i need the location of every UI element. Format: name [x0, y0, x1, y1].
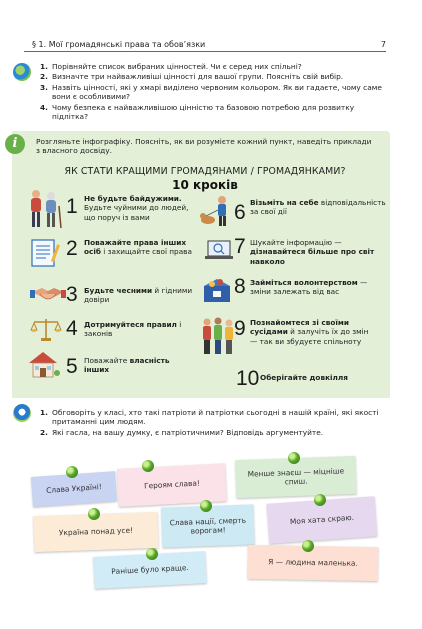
chapter-title: § 1. Мої громадянські права та обов’язки	[32, 40, 206, 49]
pin-icon	[66, 466, 78, 478]
info-icon: i	[5, 134, 25, 154]
step-number: 1	[66, 195, 78, 218]
step-text: Оберігайте довкілля	[260, 373, 348, 382]
list-item: 1. Порівняйте список вибраних цінностей. Чи є серед них спільні?	[40, 62, 302, 71]
infographic-title: ЯК СТАТИ КРАЩИМИ ГРОМАДЯНАМИ / ГРОМАДЯНКАМИ?	[64, 166, 346, 177]
step-number: 5	[66, 355, 78, 378]
step-text: Дотримуйтеся правил і законів	[84, 320, 182, 339]
slogan-card: Моя хата скраю.	[267, 496, 378, 543]
page-header	[24, 40, 386, 52]
step-text: Візьміть на себе відповідальність за свої дії	[250, 198, 386, 217]
scales-icon	[30, 316, 62, 342]
laptop-search-icon	[204, 238, 234, 264]
question-list-2	[40, 408, 390, 438]
step-number: 4	[66, 317, 78, 340]
question-list-1	[40, 62, 390, 123]
step-text: Шукайте інформацію — дізнавайтеся більше про світ навколо	[250, 238, 375, 266]
step-text: Познайомтеся зі своїми сусідами й залучіть їх до змін — так ви збудуєте спільноту	[250, 318, 369, 346]
handshake-icon	[30, 284, 66, 306]
step-number: 8	[234, 275, 246, 298]
slogan-card: Слава нації, смерть ворогам!	[161, 504, 254, 547]
step-number: 9	[234, 317, 246, 340]
dog-owner-icon	[200, 194, 234, 228]
discussion-icon	[13, 63, 31, 81]
house-icon	[26, 349, 60, 379]
step-text: Поважайте права інших осіб і захищайте свої права	[84, 238, 192, 257]
slogan-card: Я — людина маленька.	[248, 545, 379, 581]
elderly-help-icon	[24, 188, 66, 230]
pin-icon	[314, 494, 326, 506]
infographic-intro: Розгляньте інфографіку. Поясніть, як ви розумієте кожний пункт, наведіть приклади з власного досвіду.	[36, 137, 372, 156]
slogan-card: Слава Україні!	[31, 471, 117, 507]
list-item: 1. Обговоріть у класі, хто такі патріоти й патріотки сьогодні в нашій країні, які якості притаманні цим людям.	[40, 408, 379, 427]
slogan-card: Україна понад усе!	[33, 512, 158, 552]
neighbors-group-icon	[200, 316, 236, 356]
step-number: 10	[236, 367, 260, 390]
step-text: Займіться волонтерством — зміни залежать від вас	[250, 278, 368, 297]
step-text: Не будьте байдужими. Будьте чуйними до людей, що поруч із вами	[84, 194, 189, 222]
list-item: 2. Які гасла, на вашу думку, є патріотичними? Відповідь аргументуйте.	[40, 427, 324, 437]
pin-icon	[302, 540, 314, 552]
list-item: 3. Назвіть цінності, які у хмарі виділено червоним кольором. Як ви гадаєте, чому саме вони є особливими?	[40, 82, 382, 102]
step-number: 7	[234, 235, 246, 258]
slogan-card: Героям слава!	[117, 463, 227, 507]
step-text: Поважайте власність інших	[84, 356, 170, 375]
pin-icon	[88, 508, 100, 520]
pin-icon	[200, 500, 212, 512]
step-number: 6	[234, 201, 246, 224]
infographic-subtitle: 10 кроків	[172, 178, 238, 192]
step-number: 2	[66, 237, 78, 260]
discussion-icon	[13, 404, 31, 422]
list-item: 2. Визначте три найважливіші цінності для вашої групи. Поясніть свій вибір.	[40, 72, 344, 82]
pin-icon	[146, 548, 158, 560]
pin-icon	[288, 452, 300, 464]
page-number: 7	[380, 40, 386, 49]
pin-icon	[142, 460, 154, 472]
document-rights-icon	[30, 238, 64, 268]
volunteer-box-icon	[200, 276, 234, 304]
slogan-card: Менше знаєш — міцніше спиш.	[235, 456, 356, 498]
step-text: Будьте чесними й гідними довіри	[84, 286, 193, 305]
step-number: 3	[66, 283, 78, 306]
slogan-card: Раніше було краще.	[93, 551, 207, 589]
list-item: 4. Чому безпека є найважливішою цінністю та базовою потребою для розвитку підлітка?	[40, 102, 355, 122]
